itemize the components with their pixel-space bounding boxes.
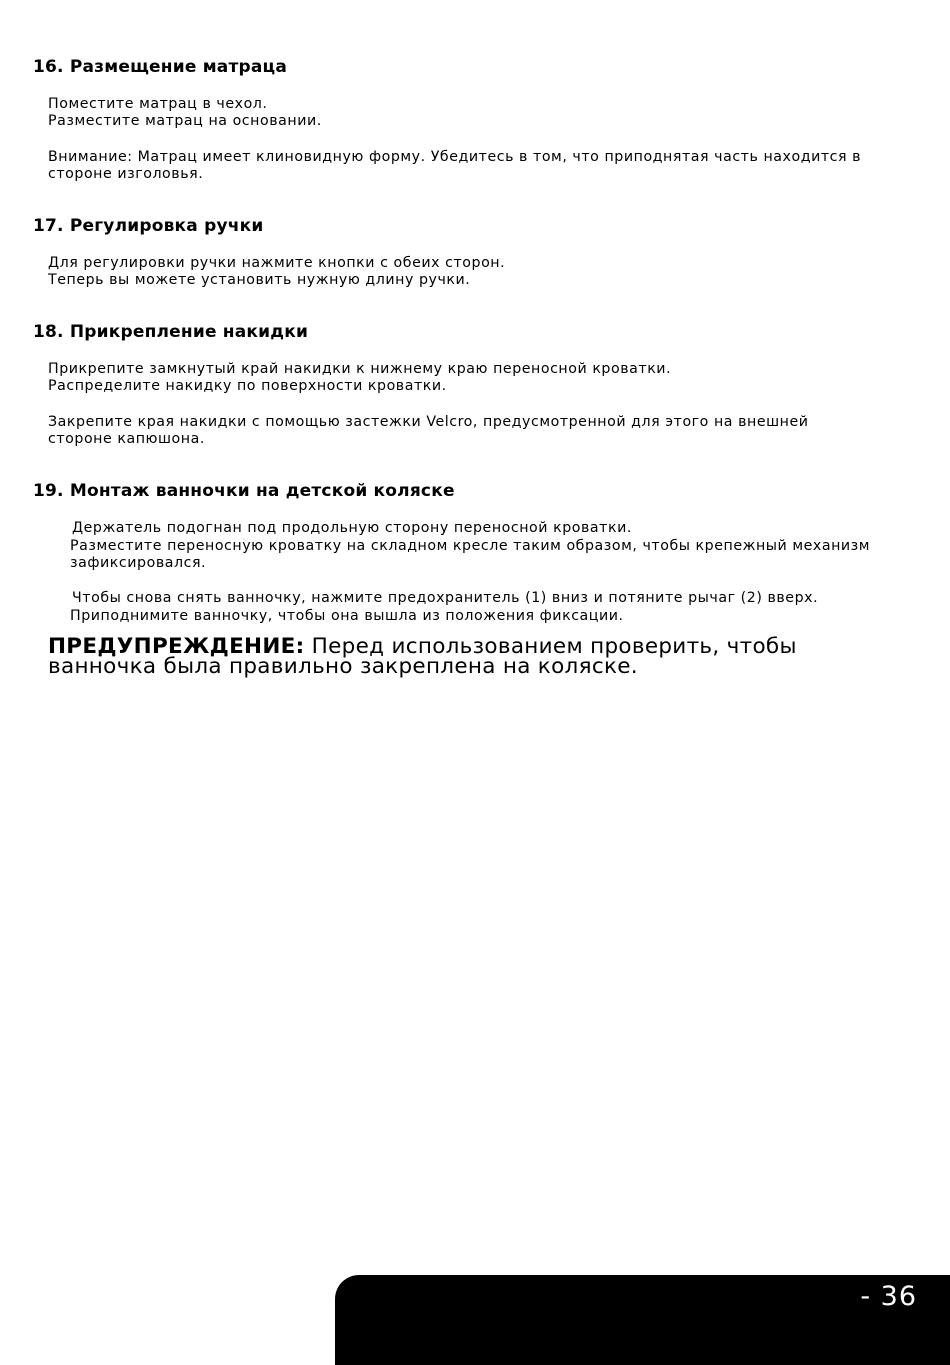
section-title-16: 16. Размещение матраца <box>33 57 288 77</box>
page-number: - 36 <box>860 1281 917 1312</box>
section-16-line-2: Разместите матрац на основании. <box>48 113 322 129</box>
section-18-line-3: Закрепите края накидки с помощью застежки Velcro, предусмотренной для этого на внешней <box>48 414 809 430</box>
section-16-line-3: Внимание: Матрац имеет клиновидную форму. Убедитесь в том, что приподнятая часть находится в <box>48 149 862 165</box>
section-16-line-1: Поместите матрац в чехол. <box>48 96 268 112</box>
section-18-line-2: Распределите накидку по поверхности кроватки. <box>48 378 447 394</box>
section-19-line-2: Разместите переносную кроватку на складном кресле таким образом, чтобы крепежный механизм <box>70 538 871 554</box>
warning-text-line-2: ванночка была правильно закреплена на коляске. <box>48 654 638 679</box>
warning-block <box>48 634 797 679</box>
warning-text-line-1: Перед использованием проверить, чтобы <box>311 634 797 659</box>
section-title-17: 17. Регулировка ручки <box>33 216 264 236</box>
warning-label: ПРЕДУПРЕЖДЕНИЕ: <box>48 634 305 659</box>
section-18-line-4: стороне капюшона. <box>48 431 205 447</box>
section-17-line-2: Теперь вы можете установить нужную длину ручки. <box>48 272 471 288</box>
section-19-line-3: зафиксировался. <box>70 555 207 571</box>
section-16-line-4: стороне изголовья. <box>48 166 204 182</box>
section-19-line-5: Приподнимите ванночку, чтобы она вышла из положения фиксации. <box>70 608 624 624</box>
section-title-18: 18. Прикрепление накидки <box>33 322 309 342</box>
footer-band <box>335 1275 950 1365</box>
section-19-line-1: Держатель подогнан под продольную сторону переносной кроватки. <box>72 520 632 536</box>
section-title-19: 19. Монтаж ванночки на детской коляске <box>33 481 455 501</box>
section-18-line-1: Прикрепите замкнутый край накидки к нижнему краю переносной кроватки. <box>48 361 672 377</box>
section-17-line-1: Для регулировки ручки нажмите кнопки с обеих сторон. <box>48 255 506 271</box>
section-19-line-4: Чтобы снова снять ванночку, нажмите предохранитель (1) вниз и потяните рычаг (2) вверх. <box>72 590 819 606</box>
